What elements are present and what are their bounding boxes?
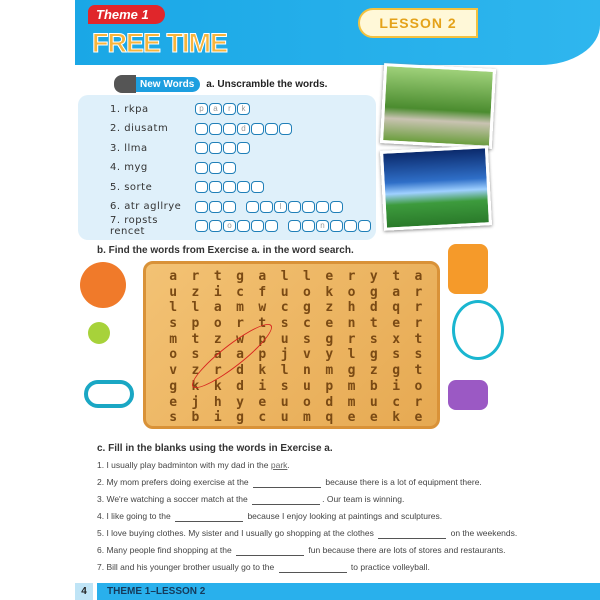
section-a-heading	[118, 77, 327, 92]
unscramble-item	[110, 160, 236, 176]
grid-letter[interactable]: x	[392, 331, 401, 347]
grid-letter[interactable]: y	[236, 394, 244, 410]
grid-letter[interactable]: u	[280, 394, 289, 410]
scrambled-word: 4. myg	[110, 162, 148, 173]
letter-box[interactable]	[330, 201, 343, 213]
volleyball-image	[80, 262, 126, 308]
letter-box[interactable]	[195, 123, 208, 135]
grid-letter[interactable]: g	[169, 378, 178, 394]
grid-letter[interactable]: l	[280, 269, 289, 284]
grid-letter[interactable]: p	[325, 378, 334, 394]
grid-letter[interactable]: e	[369, 410, 378, 426]
grid-letter[interactable]: e	[325, 316, 334, 332]
blank-field[interactable]	[253, 477, 321, 488]
grid-letter[interactable]: e	[414, 410, 423, 426]
grid-letter[interactable]: m	[236, 300, 244, 316]
grid-letter[interactable]: r	[213, 363, 222, 379]
footer-label: THEME 1–LESSON 2	[97, 583, 600, 600]
grid-letter[interactable]: s	[280, 378, 289, 394]
footer	[75, 583, 600, 600]
grid-letter[interactable]: s	[169, 316, 178, 332]
letter-box[interactable]	[223, 201, 236, 213]
grid-letter[interactable]: e	[347, 410, 356, 426]
grid-letter[interactable]: q	[392, 300, 401, 316]
letter-box[interactable]: p	[195, 103, 208, 115]
letter-box[interactable]	[209, 142, 222, 154]
letter-box[interactable]	[237, 181, 250, 193]
grid-letter[interactable]: z	[213, 331, 222, 347]
scrambled-word: 2. diusatm	[110, 123, 169, 134]
scrambled-word: 7. ropsts rencet	[110, 215, 158, 237]
answer-boxes	[195, 181, 264, 193]
grid-letter[interactable]: r	[414, 300, 423, 316]
grid-letter[interactable]: m	[347, 394, 356, 410]
unscramble-item	[110, 215, 371, 237]
grid-letter[interactable]: k	[191, 378, 200, 394]
grid-letter[interactable]: u	[280, 410, 289, 426]
grid-letter[interactable]: c	[280, 300, 289, 316]
grid-letter[interactable]: s	[169, 410, 178, 426]
letter-box[interactable]	[195, 181, 208, 193]
grid-letter[interactable]: t	[414, 363, 423, 379]
grid-letter[interactable]: a	[236, 347, 244, 363]
letter-box[interactable]	[223, 181, 236, 193]
grid-letter[interactable]: t	[369, 316, 378, 332]
grid-letter[interactable]: r	[347, 331, 356, 347]
grid-letter[interactable]: t	[392, 269, 401, 284]
sentence-text: 2. My mom prefers doing exercise at the	[97, 477, 252, 487]
grid-letter[interactable]: u	[280, 331, 289, 347]
grid-letter[interactable]: h	[347, 300, 356, 316]
grid-letter[interactable]: e	[392, 316, 401, 332]
grid-letter[interactable]: n	[347, 316, 356, 332]
scrambled-word: 3. llma	[110, 142, 148, 154]
answer-boxes	[195, 103, 250, 115]
grid-letter[interactable]: l	[303, 269, 311, 284]
grid-letter[interactable]: e	[325, 269, 334, 284]
grid-letter[interactable]: h	[213, 394, 222, 410]
letter-box[interactable]	[344, 220, 357, 232]
word-search-board	[143, 261, 440, 429]
fill-in-sentence	[97, 460, 290, 470]
answer-boxes	[195, 162, 236, 174]
grid-letter[interactable]: u	[280, 284, 289, 300]
grid-letter[interactable]: c	[392, 394, 401, 410]
answer-boxes	[195, 123, 292, 135]
letter-box[interactable]	[209, 201, 222, 213]
section-c-instruction: c. Fill in the blanks using the words in Exercise a.	[97, 443, 333, 454]
grid-letter[interactable]: u	[169, 284, 178, 300]
park-photo	[380, 63, 496, 149]
sentence-text: 5. I love buying clothes. My sister and I usually go shopping at the clothes	[97, 528, 377, 538]
sentence-text: 4. I like going to the	[97, 511, 174, 521]
fill-in-sentence	[97, 562, 430, 573]
grid-letter[interactable]: o	[303, 394, 311, 410]
grid-letter[interactable]: g	[236, 269, 244, 284]
grid-letter[interactable]: s	[280, 316, 289, 332]
grid-letter[interactable]: s	[392, 347, 401, 363]
grid-letter[interactable]: a	[414, 269, 423, 284]
letter-box[interactable]	[260, 201, 273, 213]
grid-letter[interactable]: l	[347, 347, 356, 363]
grid-letter[interactable]: c	[236, 284, 244, 300]
letter-box[interactable]	[251, 181, 264, 193]
grid-letter[interactable]: m	[347, 378, 356, 394]
sentence-text: 6. Many people find shopping at the	[97, 545, 235, 555]
grid-letter[interactable]: g	[303, 300, 311, 316]
sentence-text: 7. Bill and his younger brother usually go to the	[97, 562, 277, 572]
grid-letter[interactable]: l	[280, 363, 289, 379]
letter-box[interactable]: o	[223, 220, 236, 232]
scrambled-word: 1. rkpa	[110, 103, 149, 115]
grid-letter[interactable]: d	[236, 378, 244, 394]
grid-letter[interactable]: m	[169, 331, 178, 347]
grid-letter[interactable]: e	[258, 394, 267, 410]
grid-letter[interactable]: a	[258, 269, 267, 284]
grid-letter[interactable]: o	[414, 378, 423, 394]
grid-letter[interactable]: y	[325, 347, 334, 363]
grid-letter[interactable]: k	[325, 284, 334, 300]
letter-box[interactable]	[237, 142, 250, 154]
lesson-badge: LESSON 2	[358, 8, 478, 38]
grid-letter[interactable]: i	[392, 378, 401, 394]
letter-box[interactable]	[209, 220, 222, 232]
blank-field[interactable]	[279, 562, 347, 573]
unscramble-item	[110, 121, 292, 137]
letter-box[interactable]	[288, 220, 301, 232]
letter-box[interactable]	[209, 123, 222, 135]
grid-letter[interactable]: y	[369, 269, 378, 284]
fill-in-sentence	[97, 545, 505, 556]
blank-field[interactable]	[252, 494, 320, 505]
grid-letter[interactable]: s	[369, 331, 378, 347]
grid-letter[interactable]: g	[369, 284, 378, 300]
answer-boxes	[288, 220, 371, 232]
new-words-badge: New Words	[118, 77, 200, 92]
sentence-text: 3. We're watching a soccer match at the	[97, 494, 251, 504]
grid-letter[interactable]: r	[414, 394, 423, 410]
grid-letter[interactable]: k	[258, 363, 267, 379]
grid-letter[interactable]: v	[169, 363, 178, 379]
blank-field[interactable]	[175, 511, 243, 522]
letter-box[interactable]	[223, 162, 236, 174]
letter-box[interactable]	[288, 201, 301, 213]
letter-box[interactable]	[246, 201, 259, 213]
grid-letter[interactable]: g	[236, 410, 244, 426]
blank-field[interactable]	[378, 528, 446, 539]
grid-letter[interactable]: d	[369, 300, 378, 316]
grid-letter[interactable]: t	[414, 331, 423, 347]
grid-letter[interactable]: t	[258, 316, 267, 332]
letter-box[interactable]	[195, 220, 208, 232]
grid-letter[interactable]: u	[303, 378, 311, 394]
grid-letter[interactable]: o	[303, 284, 311, 300]
grid-letter[interactable]: t	[213, 269, 222, 284]
grid-letter[interactable]: s	[303, 331, 311, 347]
grid-letter[interactable]: g	[325, 331, 334, 347]
scrambled-word: 6. atr agllrye	[110, 201, 182, 212]
grid-letter[interactable]: a	[213, 300, 222, 316]
skate-image	[448, 244, 488, 294]
page-number: 4	[75, 583, 93, 600]
letter-box[interactable]	[302, 220, 315, 232]
jump-rope-image	[452, 300, 504, 360]
unscramble-item	[110, 101, 250, 117]
answer-boxes	[195, 201, 236, 213]
theme-tag: Theme 1	[88, 5, 165, 24]
sentence-text: because there is a lot of equipment there.	[323, 477, 482, 487]
grid-letter[interactable]: i	[258, 378, 267, 394]
grid-letter[interactable]: p	[191, 316, 200, 332]
letter-box[interactable]	[195, 142, 208, 154]
fill-in-sentence	[97, 528, 517, 539]
answer-boxes	[195, 220, 278, 232]
page-title: FREE TIME	[92, 28, 228, 58]
letter-box[interactable]: d	[237, 123, 250, 135]
sentence-text: to practice volleyball.	[348, 562, 430, 572]
grid-letter[interactable]: g	[392, 363, 401, 379]
letter-box[interactable]	[223, 123, 236, 135]
goggles-image	[84, 380, 134, 408]
unscramble-item	[110, 140, 250, 156]
unscramble-item	[110, 199, 343, 215]
letter-box[interactable]	[358, 220, 371, 232]
grid-letter[interactable]: j	[280, 347, 289, 363]
stadium-photo	[380, 145, 492, 231]
grid-letter[interactable]: d	[325, 394, 334, 410]
letter-box[interactable]	[251, 220, 264, 232]
unscramble-item	[110, 179, 264, 195]
sentence-text: fun because there are lots of stores and restaurants.	[306, 545, 506, 555]
grid-letter[interactable]: c	[303, 316, 311, 332]
grid-letter[interactable]: a	[169, 269, 178, 284]
letter-box[interactable]	[279, 123, 292, 135]
grid-letter[interactable]: w	[236, 331, 244, 347]
grid-letter[interactable]: k	[213, 378, 222, 394]
grid-letter[interactable]: b	[369, 378, 378, 394]
grid-letter[interactable]: l	[169, 300, 178, 316]
section-b-instruction: b. Find the words from Exercise a. in the word search.	[97, 245, 354, 256]
sentence-text: because I enjoy looking at paintings and sculptures.	[245, 511, 443, 521]
letter-box[interactable]: l	[274, 201, 287, 213]
grid-letter[interactable]: q	[325, 410, 334, 426]
letter-box[interactable]: k	[237, 103, 250, 115]
answer-boxes	[246, 201, 343, 213]
letter-box[interactable]	[237, 220, 250, 232]
grid-letter[interactable]: r	[347, 269, 356, 284]
grid-letter[interactable]: g	[369, 347, 378, 363]
letter-box[interactable]	[209, 162, 222, 174]
letter-box[interactable]	[316, 201, 329, 213]
grid-letter[interactable]: m	[303, 410, 311, 426]
letter-box[interactable]	[251, 123, 264, 135]
grid-letter[interactable]: a	[392, 284, 401, 300]
grid-letter[interactable]: r	[191, 269, 200, 284]
grid-letter[interactable]: a	[213, 347, 222, 363]
blank-field[interactable]	[236, 545, 304, 556]
fill-in-sentence	[97, 511, 442, 522]
letter-box[interactable]: n	[316, 220, 329, 232]
grid-letter[interactable]: d	[236, 363, 244, 379]
grid-letter[interactable]: p	[258, 331, 267, 347]
letter-box[interactable]	[265, 220, 278, 232]
fill-in-sentence	[97, 477, 482, 488]
dumbbell-image	[448, 380, 488, 410]
grid-letter[interactable]: n	[303, 363, 311, 379]
scrambled-word: 5. sorte	[110, 181, 153, 193]
sentence-text: 1. I usually play badminton with my dad in the	[97, 460, 271, 470]
grid-letter[interactable]: l	[191, 300, 200, 316]
grid-letter[interactable]: s	[414, 347, 423, 363]
grid-letter[interactable]: t	[191, 331, 200, 347]
grid-letter[interactable]: r	[236, 316, 244, 332]
sentence-text: . Our team is winning.	[322, 494, 405, 504]
grid-letter[interactable]: m	[325, 363, 334, 379]
section-a-instruction: a. Unscramble the words.	[206, 79, 328, 90]
grid-letter[interactable]: u	[369, 394, 378, 410]
grid-letter[interactable]: e	[169, 394, 178, 410]
grid-letter[interactable]: o	[169, 347, 178, 363]
grid-letter[interactable]: p	[258, 347, 267, 363]
grid-letter[interactable]: s	[191, 347, 200, 363]
fill-in-sentence	[97, 494, 404, 505]
grid-letter[interactable]: i	[213, 284, 222, 300]
answer-boxes	[195, 142, 250, 154]
sentence-text: on the weekends.	[448, 528, 518, 538]
grid-letter[interactable]: w	[258, 300, 267, 316]
letter-box[interactable]	[195, 162, 208, 174]
letter-box[interactable]	[195, 201, 208, 213]
letter-box[interactable]: a	[209, 103, 222, 115]
grid-letter[interactable]: v	[303, 347, 311, 363]
grid-letter[interactable]: j	[191, 394, 200, 410]
grid-letter[interactable]: o	[347, 284, 356, 300]
grid-letter[interactable]: z	[191, 363, 200, 379]
grid-letter[interactable]: o	[213, 316, 222, 332]
grid-letter[interactable]: b	[191, 410, 200, 426]
grid-letter[interactable]: c	[258, 410, 267, 426]
tennis-ball-image	[88, 322, 110, 344]
grid-letter[interactable]: i	[213, 410, 222, 426]
grid-letter[interactable]: r	[414, 284, 423, 300]
grid-letter[interactable]: z	[369, 363, 378, 379]
grid-letter[interactable]: r	[414, 316, 423, 332]
grid-letter[interactable]: z	[191, 284, 200, 300]
letter-box[interactable]	[330, 220, 343, 232]
grid-letter[interactable]: k	[392, 410, 401, 426]
grid-letter[interactable]: f	[258, 284, 267, 300]
grid-letter[interactable]: g	[347, 363, 356, 379]
letter-box[interactable]	[302, 201, 315, 213]
grid-letter[interactable]: z	[325, 300, 334, 316]
sentence-text: .	[287, 460, 290, 470]
letter-box[interactable]	[265, 123, 278, 135]
letter-box[interactable]: r	[223, 103, 236, 115]
example-answer: park	[270, 460, 288, 470]
letter-box[interactable]	[209, 181, 222, 193]
letter-box[interactable]	[223, 142, 236, 154]
